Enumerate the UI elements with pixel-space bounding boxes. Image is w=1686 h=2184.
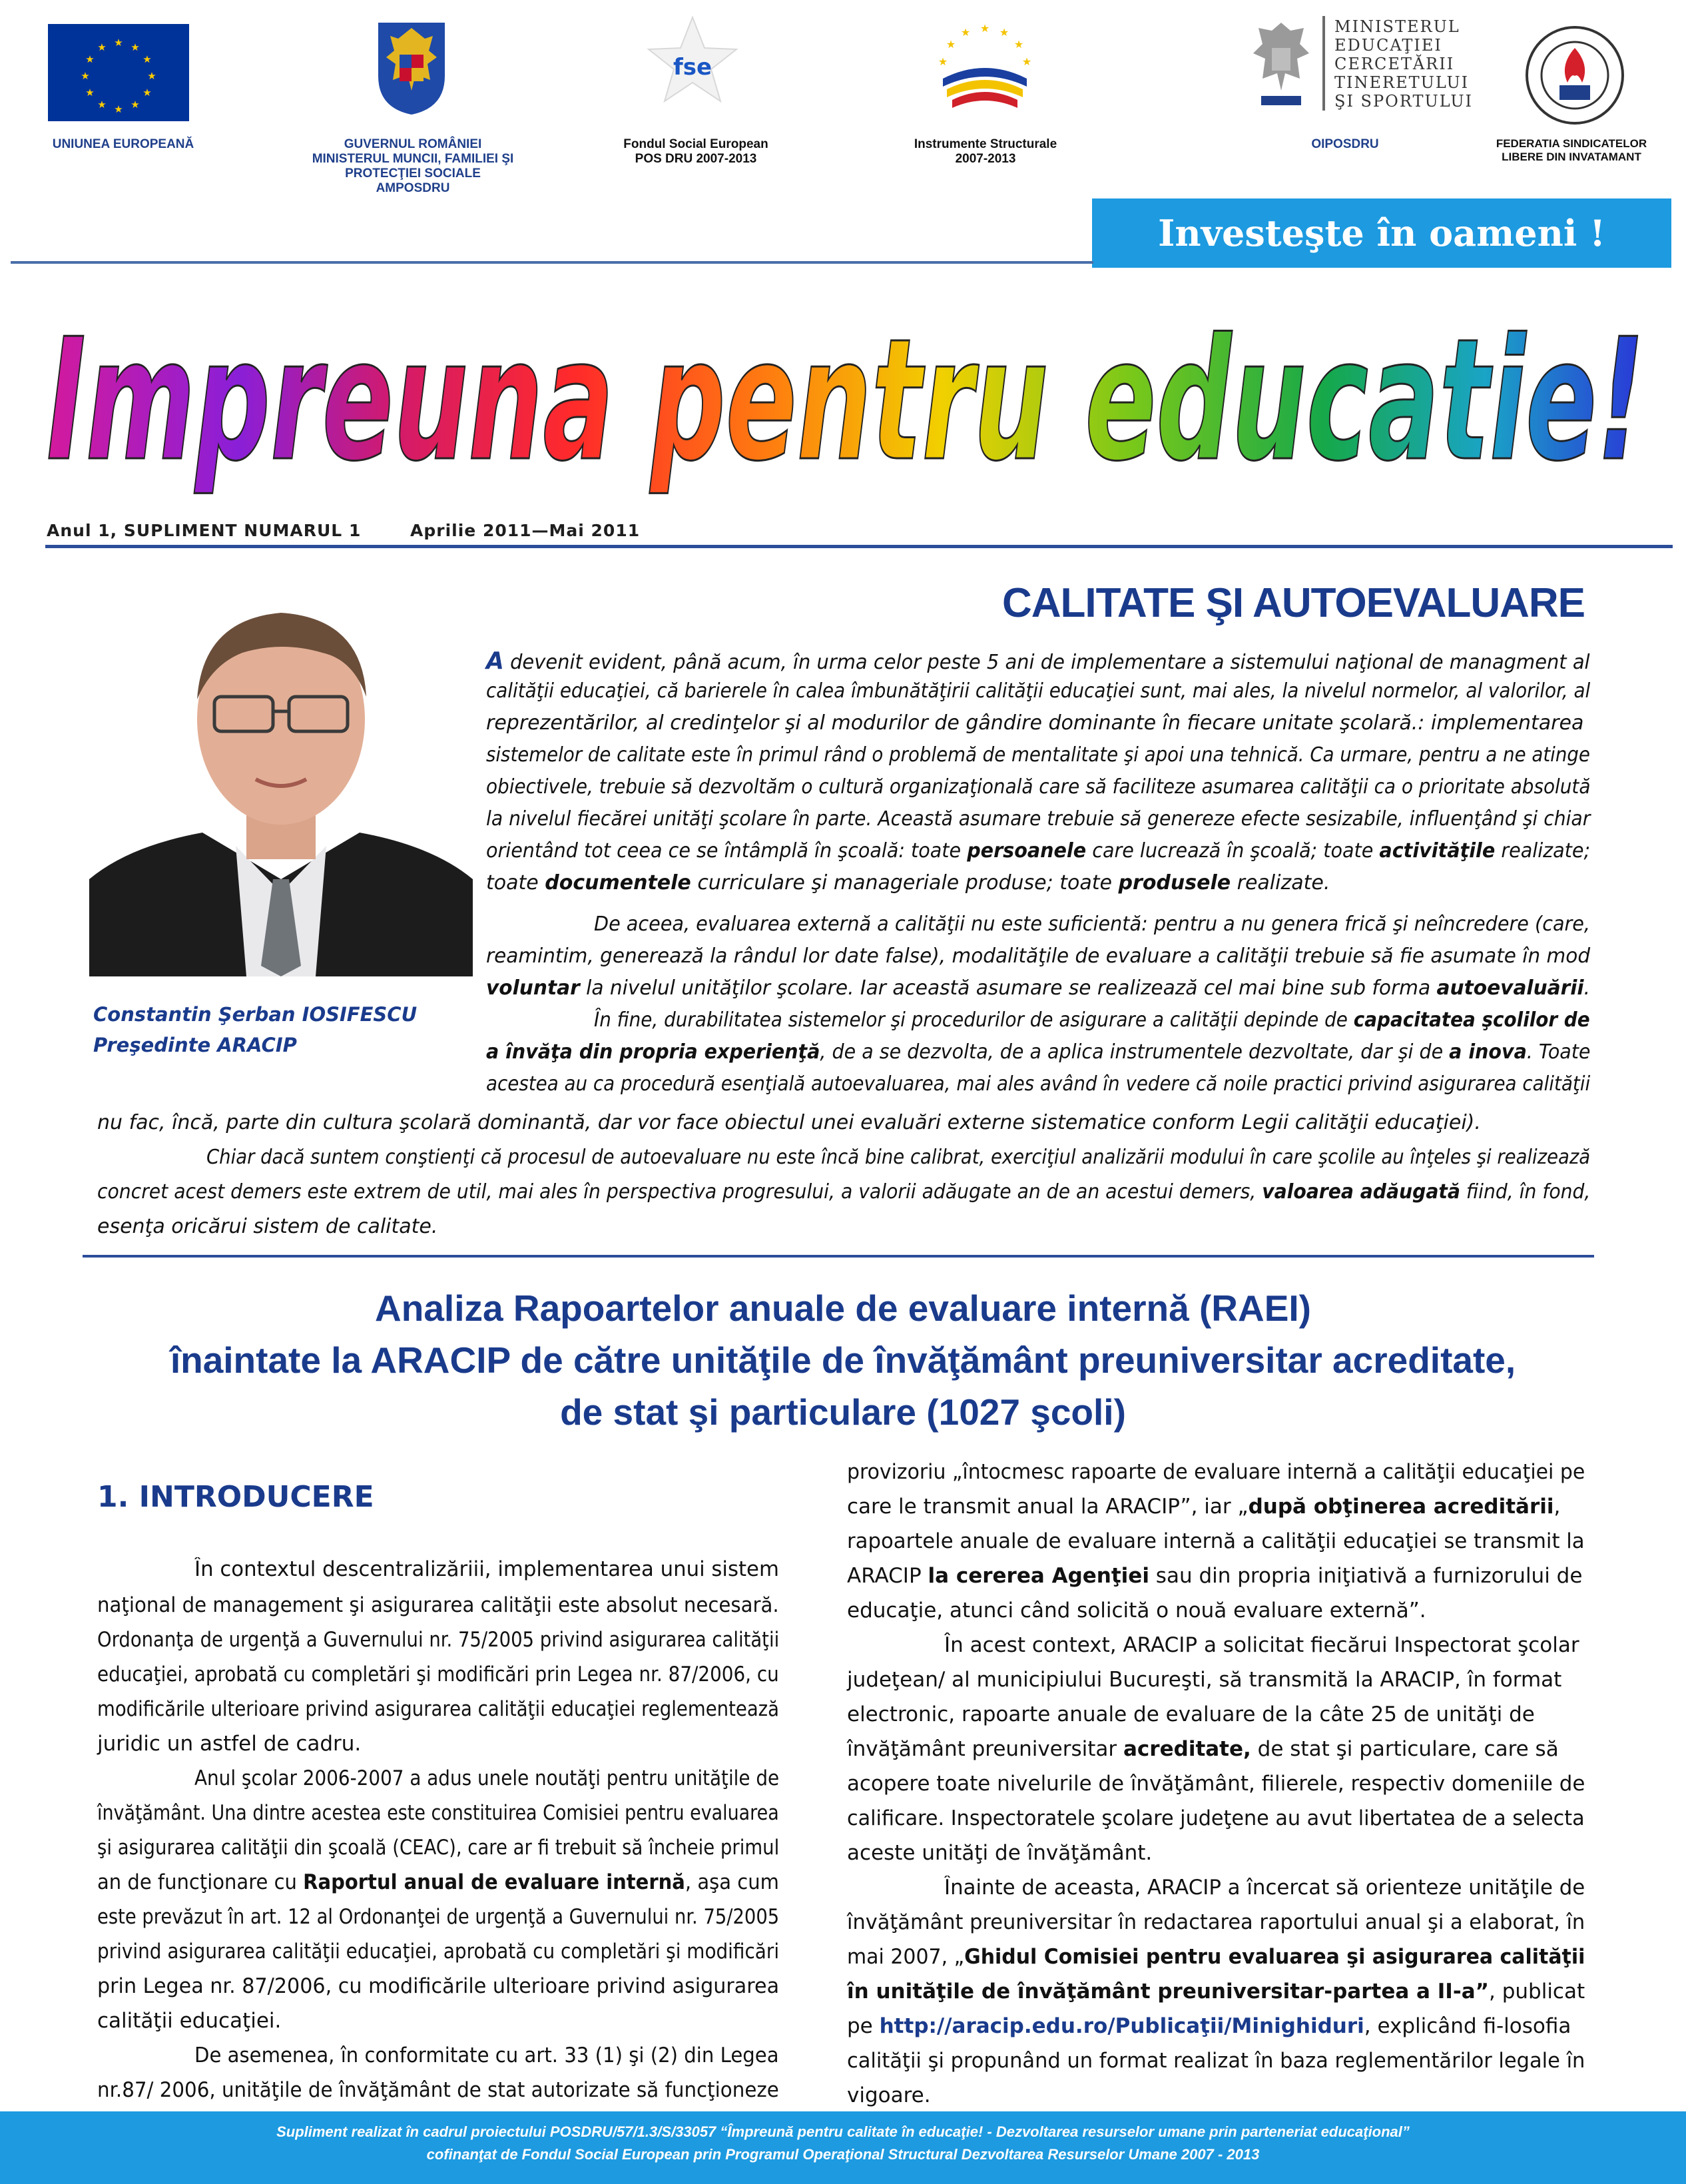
col-line: aceste unităţi de învăţământ. [847, 1841, 1153, 1865]
svg-text:★: ★ [97, 41, 107, 53]
slogan-text: Investeşte în oameni ! [1158, 212, 1605, 254]
body-line: În fine, durabilitatea sistemelor şi procedurilor de asigurare a calităţii depinde de capacitatea şcolilor de [594, 1008, 1590, 1032]
col-line: provizoriu „întocmesc rapoarte de evaluare internă a calităţii educaţiei pe [847, 1460, 1585, 1484]
body-line: reamintim, generează la rândul lor date false), modalităţile de evaluare a calităţii trebuie să fie asumate în mod [486, 944, 1591, 968]
svg-text:★: ★ [97, 99, 107, 111]
svg-text:★: ★ [85, 53, 95, 65]
col-line: calităţii educaţiei. [97, 2009, 282, 2033]
col-line: educaţie, atunci când solicită o nouă evaluare externă”. [847, 1599, 1426, 1623]
col-line: an de funcţionare cu Raportul anual de evaluare internă, aşa cum [97, 1870, 779, 1894]
svg-text:★: ★ [131, 99, 140, 111]
svg-text:Impreuna pentru educatie!: Impreuna pentru educatie! [47, 303, 1645, 498]
col-line: învăţământ preuniversitar în redactarea raportului anual şi a elaborat, în [847, 1910, 1585, 1934]
body-line: reprezentărilor, al credinţelor şi al modurilor de gândire dominante în fiecare unitate şcolară.: implementarea [486, 711, 1584, 735]
col-line: în unităţile de învăţământ preuniversitar-partea a II-a”, publicat [847, 1980, 1585, 2003]
body-line: sistemelor de calitate este în primul rând o problemă de mentalitate şi apoi una tehnică. Ca urmare, pentru a ne atinge [486, 743, 1590, 767]
body-line: De aceea, evaluarea externă a calităţii nu este suficientă: pentru a nu genera frică şi neîncredere (care, [594, 912, 1591, 936]
footer-line-1: Supliment realizat în cadrul proiectului POSDRU/57/1.3/S/33057 “Împreună pentru calitate în educaţie! - Dezvoltarea resurselor umane prin parteneriat educaţional” [276, 2123, 1410, 2140]
col-line: nr.87/ 2006, unităţile de învăţământ de stat autorizate să funcţioneze [97, 2078, 779, 2102]
eu-caption: UNIUNEA EUROPEANĂ [52, 137, 194, 151]
masthead-title [27, 280, 1665, 500]
issue-date: Aprilie 2011—Mai 2011 [410, 521, 641, 540]
top-rule [11, 261, 1093, 264]
federation-seal-logo [1525, 25, 1625, 125]
svg-text:★: ★ [142, 53, 152, 65]
section-heading: 1. INTRODUCERE [97, 1480, 374, 1514]
article-title: CALITATE ŞI AUTOEVALUARE [1002, 580, 1585, 626]
body-line: a învăţa din propria experienţă, de a se dezvolta, de a aplica instrumentele dezvoltate, dar şi de a inova. Toate [486, 1040, 1591, 1064]
col-line: este prevăzut în art. 12 al Ordonanţei de urgenţă a Guvernului nr. 75/2005 [97, 1905, 780, 1929]
col-line: privind asigurarea calităţii educaţiei, aprobată cu completări şi modificări [97, 1940, 780, 1964]
oiposdru-caption: OIPOSDRU [1311, 137, 1379, 151]
svg-text:★: ★ [946, 38, 956, 51]
ministry-crest-logo [1249, 17, 1313, 111]
body-line: toate documentele curriculare şi manageriale produse; toate produsele realizate. [486, 871, 1330, 895]
footer-line-2: cofinanţat de Fondul Social European prin Programul Operaţional Structural Dezvoltarea Resurselor Umane 2007 - 2013 [426, 2146, 1260, 2163]
article2-title-line3: de stat şi particulare (1027 şcoli) [560, 1391, 1126, 1433]
col-line: pe http://aracip.edu.ro/Publicaţii/Minighiduri, explicând fi-losofia [847, 2014, 1571, 2038]
col-line: rapoartele anuale de evaluare internă a calităţii educaţiei se transmit la [847, 1529, 1585, 1553]
federation-caption: FEDERATIA SINDICATELOR LIBERE DIN INVATAMANT [1496, 137, 1647, 163]
col-line: vigoare. [847, 2083, 931, 2107]
article-separator [83, 1255, 1594, 1258]
body-line: voluntar la nivelul unităţilor şcolare. Iar această asumare se realizează cel mai bine sub forma autoevaluării. [486, 976, 1590, 1000]
col-line: Anul şcolar 2006-2007 a adus unele noutăţi pentru unităţile de [194, 1766, 780, 1790]
article2-title-line1: Analiza Rapoartelor anuale de evaluare internă (RAEI) [375, 1287, 1311, 1329]
col-line: Ordonanţa de urgenţă a Guvernului nr. 75/2005 privind asigurarea calităţii [97, 1628, 780, 1652]
instrumente-structurale-logo [930, 17, 1040, 117]
svg-text:★: ★ [938, 55, 948, 68]
instrumente-caption: Instrumente Structurale 2007-2013 [914, 137, 1057, 166]
body-line: Chiar dacă suntem conştienţi că procesul de autoevaluare nu este încă bine calibrat, exerciţiul analizării modului în care şcolile au înţeles şi realizează [206, 1146, 1591, 1169]
issue-number: Anul 1, SUPLIMENT NUMARUL 1 [47, 521, 362, 540]
svg-text:★: ★ [999, 26, 1009, 39]
col-line: modificările ulterioare privind asigurarea calităţii educaţiei reglementează [97, 1697, 780, 1721]
col-line: În contextul descentralizăriii, implementarea unui sistem [194, 1557, 779, 1581]
col-line: naţional de management şi asigurarea calităţii este absolut necesară. [97, 1593, 779, 1617]
svg-text:★: ★ [142, 87, 152, 99]
fse-mark: fse [673, 54, 712, 81]
col-line: ARACIP la cererea Agenţiei sau din propria iniţiativă a furnizorului de [847, 1564, 1583, 1588]
col-line: judeţean/ al municipiului Bucureşti, să transmită la ARACIP, în format [847, 1668, 1562, 1692]
body-line: la nivelul fiecărei unităţi şcolare în parte. Această asumare trebuie să genereze efecte sesizabile, influenţând şi chiar [486, 807, 1591, 831]
body-line: nu fac, încă, parte din cultura şcolară dominantă, dar vor face obiectul unei evaluări externe sistematice conform Legii calităţii educaţiei). [97, 1111, 1481, 1134]
body-line: acestea au ca procedură esenţială autoevaluarea, mai ales având în vedere că noile practici privind asigurarea calităţii [486, 1072, 1591, 1096]
portrait-caption-role: Preşedinte ARACIP [93, 1034, 297, 1056]
body-line: calităţii educaţiei, că barierele în calea îmbunătăţirii calităţii educaţiei sunt, mai ales, la nivelul normelor, al valorilor, al [486, 679, 1591, 703]
svg-text:★: ★ [131, 41, 140, 53]
col-line: şi asigurarea calităţii din şcoală (CEAC), care ar fi trebuit să încheie primul [97, 1836, 780, 1860]
col-line: educaţiei, aprobată cu completări şi modificări prin Legea nr. 87/2006, cu [97, 1662, 779, 1686]
svg-text:★: ★ [81, 70, 90, 82]
eu-flag-logo [48, 24, 189, 121]
col-line: mai 2007, „Ghidul Comisiei pentru evaluarea şi asigurarea calităţii [847, 1945, 1585, 1969]
body-line: orientând tot ceea ce se întâmplă în şcoală: toate persoanele care lucrează în şcoală; toate activităţile realizate; [486, 839, 1591, 863]
svg-text:★: ★ [1021, 55, 1032, 68]
government-caption: GUVERNUL ROMÂNIEI MINISTERUL MUNCII, FAMILIEI ŞI PROTECŢIEI SOCIALE AMPOSDRU [312, 137, 514, 195]
svg-text:★: ★ [114, 103, 123, 115]
svg-text:★: ★ [960, 26, 971, 39]
fse-star-logo [646, 13, 739, 113]
col-line: calităţii şi propunând un format realizat în baza reglementărilor legale în [847, 2049, 1585, 2073]
svg-text:★: ★ [980, 22, 990, 35]
svg-text:★: ★ [114, 37, 123, 49]
ministry-divider [1322, 16, 1325, 111]
col-line: juridic un astfel de cadru. [97, 1732, 362, 1756]
col-line: învăţământ preuniversitar acreditate, de stat şi particulare, care să [847, 1737, 1559, 1761]
col-line: acopere toate nivelurile de învăţământ, filierele, respectiv domeniile de [847, 1772, 1585, 1796]
article2-title-line2: înaintate la ARACIP de către unităţile de învăţământ preuniversitar acreditate, [170, 1339, 1516, 1381]
fse-caption: Fondul Social European POS DRU 2007-2013 [623, 137, 768, 166]
col-line: care le transmit anual la ARACIP”, iar „după obţinerea acreditării, [847, 1495, 1561, 1519]
col-line: Înainte de aceasta, ARACIP a încercat să orienteze unităţile de [944, 1876, 1585, 1900]
col-line: electronic, rapoarte anuale de evaluare de la câte 25 de unităţi de [847, 1702, 1535, 1726]
body-line: concret acest demers este extrem de util, mai ales în perspectiva progresului, a valorii adăugate an de an acestui demers, valoarea adăugată fiind, în fond, [97, 1180, 1591, 1204]
col-line: calificare. Inspectoratele şcolare judeţene au avut libertatea de a selecta [847, 1806, 1585, 1830]
ghid-link[interactable]: http://aracip.edu.ro/Publicaţii/Minighiduri [879, 2014, 1364, 2038]
body-line: A devenit evident, până acum, în urma celor peste 5 ani de implementare a sistemului naţional de managment al [486, 647, 1590, 675]
portrait-photo [89, 566, 473, 976]
svg-text:★: ★ [1013, 38, 1024, 51]
svg-text:★: ★ [85, 87, 95, 99]
col-line: prin Legea nr. 87/2006, cu modificările ulterioare privind asigurarea [97, 1974, 780, 1998]
col-line: În acest context, ARACIP a solicitat fiecărui Inspectorat şcolar [944, 1633, 1579, 1657]
portrait-caption-name: Constantin Şerban IOSIFESCU [93, 1003, 418, 1026]
svg-text:★: ★ [147, 70, 156, 82]
col-line: De asemenea, în conformitate cu art. 33 (1) şi (2) din Legea [194, 2043, 779, 2067]
romania-coat-of-arms-logo [373, 16, 450, 116]
body-line: esenţa oricărui sistem de calitate. [97, 1215, 438, 1238]
col-line: învăţământ. Una dintre acestea este constituirea Comisiei pentru evaluarea [97, 1801, 779, 1825]
body-line: obiectivele, trebuie să dezvoltăm o cultură organizaţională care să faciliteze asumarea calităţii ca o prioritate absolută [486, 775, 1591, 799]
ministry-title: MINISTERUL EDUCAŢIEI CERCETĂRII TINERETULUI ŞI SPORTULUI [1334, 17, 1474, 111]
header-rule [45, 545, 1673, 548]
